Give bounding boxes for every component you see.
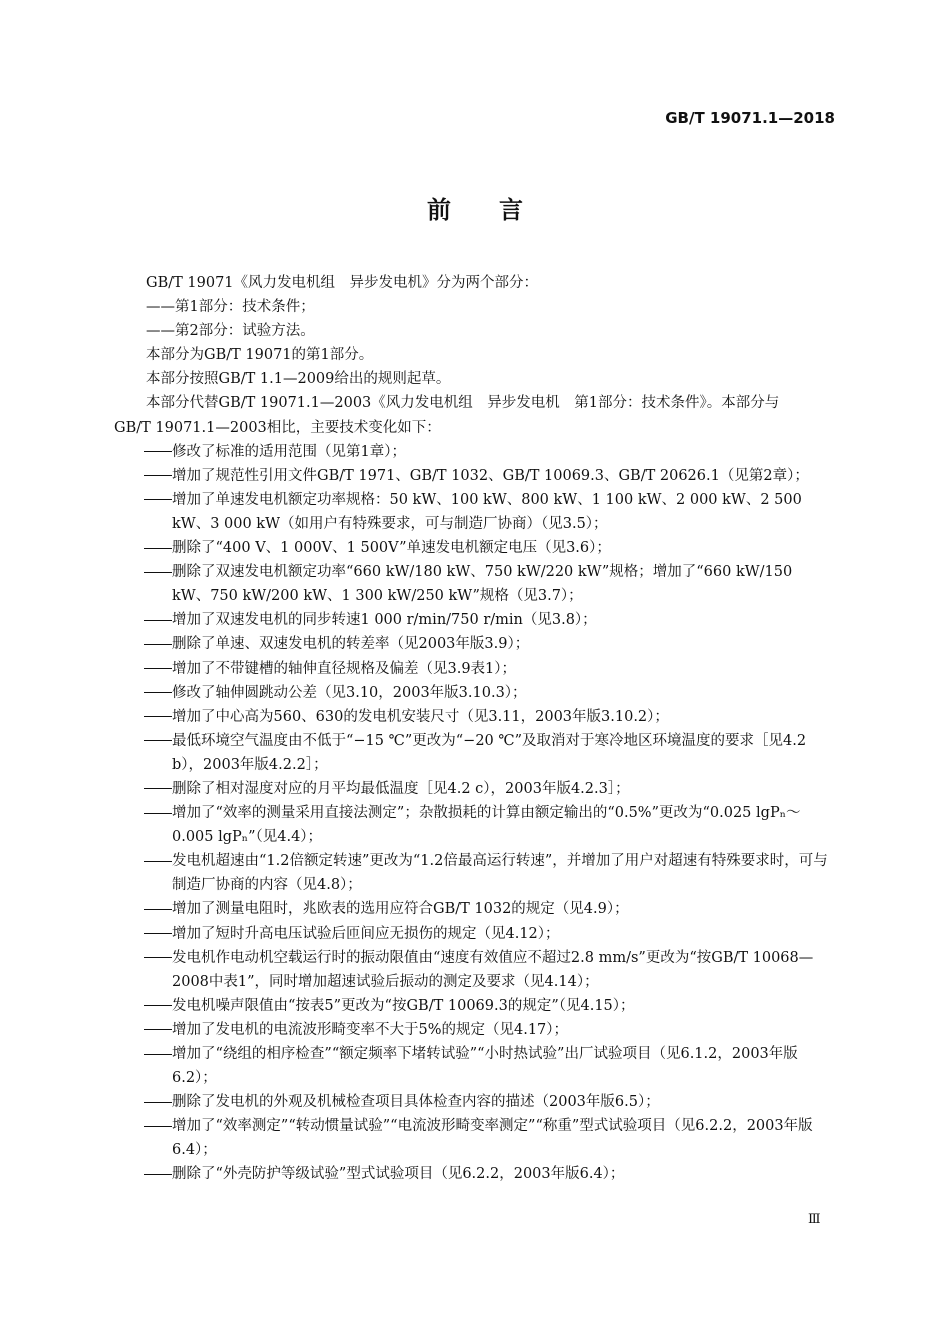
standard-number: GB/T 19071.1—2018 (665, 109, 835, 127)
dash-bullet (114, 777, 172, 801)
list-item-text: 删除了“外壳防护等级试验”型式试验项目（见6.2.2，2003年版6.4）； (172, 1166, 625, 1183)
list-item-text: 增加了单速发电机额定功率规格：50 kW、100 kW、800 kW、1 100 kW、2 000 kW、2 500 kW、3 000 kW（如用户有特殊要求，可与制造厂协商）（见3.5）； (172, 491, 802, 532)
dash-bullet (114, 1114, 172, 1162)
list-item (114, 608, 834, 632)
intro-paragraph: GB/T 19071《风力发电机组 异步发电机》分为两个部分： (146, 275, 539, 291)
document-body (114, 271, 834, 1187)
dash-bullet (114, 1162, 172, 1186)
list-item-text: 最低环境空气温度由不低于“−15 ℃”更改为“−20 ℃”及取消对于寒冷地区环境温度的要求［见4.2 b），2003年版4.2.2］； (172, 732, 807, 773)
list-item-text: 删除了单速、双速发电机的转差率（见2003年版3.9）； (172, 636, 530, 653)
list-item (114, 488, 834, 536)
list-item (114, 801, 834, 849)
dash-bullet (114, 922, 172, 946)
list-item (114, 1114, 834, 1162)
list-item (114, 464, 834, 488)
list-item-text: 删除了发电机的外观及机械检查项目具体检查内容的描述（2003年版6.5）； (172, 1094, 660, 1111)
list-item (114, 994, 834, 1018)
list-item-text: 发电机超速由“1.2倍额定转速”更改为“1.2倍最高运行转速”，并增加了用户对超速有特殊要求时，可与制造厂协商的内容（见4.8）； (172, 853, 828, 894)
dash-bullet (114, 801, 172, 849)
list-item (114, 1090, 834, 1114)
intro-paragraph: ——第1部分：技术条件； (146, 299, 315, 316)
list-item-text: 发电机作电动机空载运行时的振动限值由“速度有效值应不超过2.8 mm/s”更改为“按GB/T 10068—2008中表1”，同时增加超速试验后振动的测定及要求（见4.14）； (172, 949, 814, 990)
list-item-text: 增加了测量电阻时，兆欧表的选用应符合GB/T 1032的规定（见4.9）； (172, 901, 629, 918)
list-item-text: 修改了标准的适用范围（见第1章）； (172, 443, 406, 460)
list-item (114, 705, 834, 729)
list-item-text: 增加了“绕组的相序检查”“额定频率下堵转试验”“小时热试验”出厂试验项目（见6.1.2，2003年版6.2）； (172, 1046, 798, 1087)
list-item-text: 发电机噪声限值由“按表5”更改为“按GB/T 10069.3的规定”（见4.15）； (172, 997, 635, 1014)
list-item (114, 897, 834, 921)
list-item-text: 增加了“效率测定”“转动惯量试验”“电流波形畸变率测定”“称重”型式试验项目（见6.2.2，2003年版6.4）； (172, 1118, 813, 1159)
list-item (114, 1042, 834, 1090)
dash-bullet (114, 849, 172, 897)
list-item (114, 922, 834, 946)
dash-bullet (114, 1090, 172, 1114)
dash-bullet (114, 536, 172, 560)
dash-bullet (114, 608, 172, 632)
list-item-text: 增加了双速发电机的同步转速1 000 r/min/750 r/min（见3.8）； (172, 612, 597, 629)
list-item (114, 560, 834, 608)
dash-bullet (114, 705, 172, 729)
dash-bullet (114, 946, 172, 994)
dash-bullet (114, 681, 172, 705)
page-number: Ⅲ (808, 1212, 821, 1227)
dash-bullet (114, 1018, 172, 1042)
list-item-text: 增加了“效率的测量采用直接法测定”；杂散损耗的计算由额定输出的“0.5%”更改为“0.025 lgPₙ～0.005 lgPₙ”（见4.4）； (172, 805, 801, 846)
list-item-text: 增加了中心高为560、630的发电机安装尺寸（见3.11，2003年版3.10.2）； (172, 708, 669, 725)
list-item (114, 440, 834, 464)
dash-bullet (114, 1042, 172, 1090)
list-item (114, 1018, 834, 1042)
intro-paragraph: 本部分按照GB/T 1.1—2009给出的规则起草。 (146, 371, 451, 388)
intro-paragraph: ——第2部分：试验方法。 (146, 323, 315, 340)
list-item-text: 删除了“400 V、1 000V、1 500V”单速发电机额定电压（见3.6）； (172, 540, 611, 557)
dash-bullet (114, 657, 172, 681)
dash-bullet (114, 488, 172, 536)
list-item-text: 增加了发电机的电流波形畸变率不大于5%的规定（见4.17）； (172, 1021, 569, 1038)
list-item-text: 删除了双速发电机额定功率“660 kW/180 kW、750 kW/220 kW”规格；增加了“660 kW/150 kW、750 kW/200 kW、1 300 kW/250 kW”规格（见3.7）； (172, 564, 793, 605)
dash-bullet (114, 632, 172, 656)
page-title: 前言 (427, 196, 571, 224)
dash-bullet (114, 440, 172, 464)
dash-bullet (114, 464, 172, 488)
list-item (114, 681, 834, 705)
list-item-text: 修改了轴伸圆跳动公差（见3.10，2003年版3.10.3）； (172, 684, 527, 701)
list-item-text: 增加了规范性引用文件GB/T 1971、GB/T 1032、GB/T 10069.3、GB/T 20626.1（见第2章）； (172, 467, 809, 484)
list-item (114, 729, 834, 777)
list-item (114, 849, 834, 897)
intro-paragraph: 本部分为GB/T 19071的第1部分。 (146, 347, 374, 364)
dash-bullet (114, 994, 172, 1018)
dash-bullet (114, 897, 172, 921)
list-item (114, 1162, 834, 1186)
list-item (114, 946, 834, 994)
list-item-text: 增加了不带键槽的轴伸直径规格及偏差（见3.9表1）； (172, 660, 517, 677)
list-item (114, 657, 834, 681)
list-item-text: 删除了相对湿度对应的月平均最低温度［见4.2 c），2003年版4.2.3］； (172, 780, 630, 797)
dash-bullet (114, 729, 172, 777)
intro-paragraph: 本部分代替GB/T 19071.1—2003《风力发电机组 异步发电机 第1部分：技术条件》。本部分与 (146, 395, 780, 412)
list-item (114, 632, 834, 656)
intro-paragraph: GB/T 19071.1—2003相比，主要技术变化如下： (114, 419, 441, 436)
list-item-text: 增加了短时升高电压试验后匝间应无损伤的规定（见4.12）； (172, 925, 560, 942)
dash-bullet (114, 560, 172, 608)
list-item (114, 536, 834, 560)
list-item (114, 777, 834, 801)
